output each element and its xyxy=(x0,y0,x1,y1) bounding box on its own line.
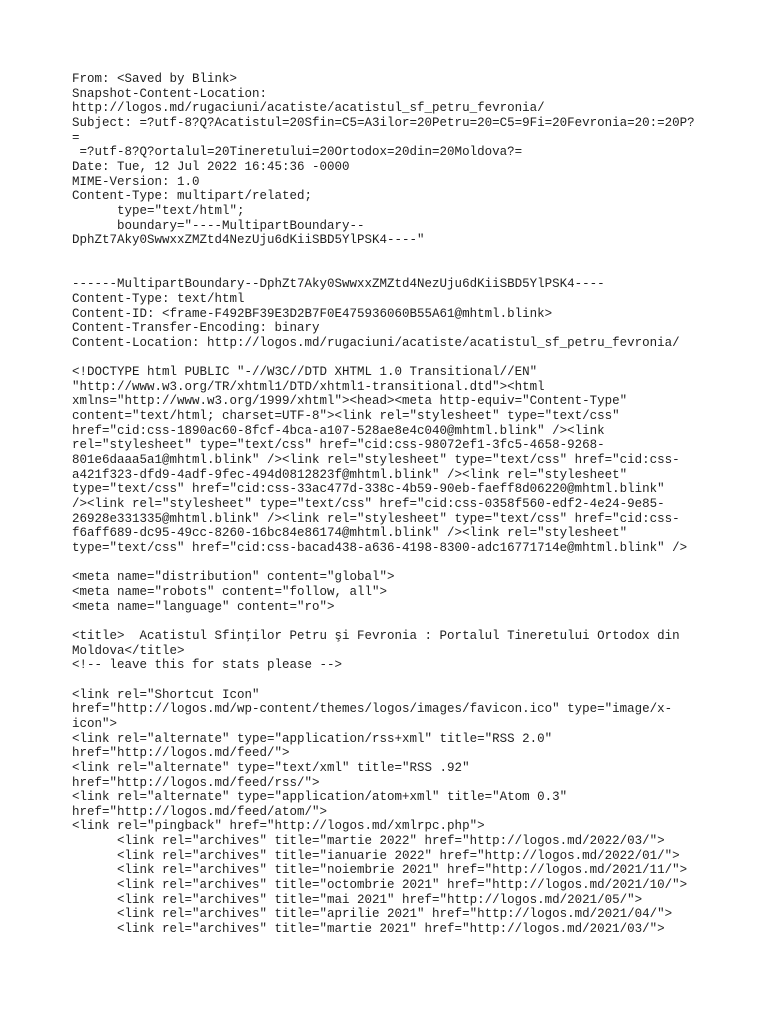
part-content-id: Content-ID: <frame-F492BF39E3D2B7F0E475936060B55A61@mhtml.blink> xyxy=(72,306,553,321)
html-comment-line: <!-- leave this for stats please --> xyxy=(72,658,343,673)
mime-version-header: MIME-Version: 1.0 xyxy=(72,174,200,189)
doctype-source-line: xmlns="http://www.w3.org/1999/xhtml"><head><meta http-equiv="Content-Type" xyxy=(72,394,628,409)
doctype-source-line: rel="stylesheet" type="text/css" href="cid:css-98072ef1-3fc5-4658-9268- xyxy=(72,438,605,453)
doctype-source-line: href="cid:css-1890ac60-8fcf-4bca-a107-528ae8e4c040@mhtml.blink" /><link xyxy=(72,423,605,438)
doctype-source-line: type="text/css" href="cid:css-bacad438-a636-4198-8300-adc16771714e@mhtml.blink" /> xyxy=(72,541,688,555)
snapshot-location-url: http://logos.md/rugaciuni/acatiste/acatistul_sf_petru_fevronia/ xyxy=(72,101,545,116)
doctype-source-line: "http://www.w3.org/TR/xhtml1/DTD/xhtml1-transitional.dtd"><html xyxy=(72,379,545,394)
doctype-source-line: content="text/html; charset=UTF-8"><link rel="stylesheet" type="text/css" xyxy=(72,409,620,424)
doctype-source-line: 801e6daaa5a1@mhtml.blink" /><link rel="stylesheet" type="text/css" href="cid:css- xyxy=(72,453,680,468)
content-type-header: Content-Type: multipart/related; xyxy=(72,189,313,204)
mime-header-block xyxy=(72,72,752,248)
title-tag-line: Moldova</title> xyxy=(72,643,185,658)
snapshot-location-label: Snapshot-Content-Location: xyxy=(72,86,268,101)
doctype-block xyxy=(72,365,752,556)
doctype-source-line: 26928e331335@mhtml.blink" /><link rel="stylesheet" type="text/css" href="cid:css- xyxy=(72,511,680,526)
link-tag-line: <link rel="pingback" href="http://logos.md/xmlrpc.php"> xyxy=(72,819,485,834)
link-tag-line: <link rel="Shortcut Icon" xyxy=(72,687,260,702)
meta-tag-line: <meta name="language" content="ro"> xyxy=(72,599,335,614)
part-content-location: Content-Location: http://logos.md/rugaciuni/acatiste/acatistul_sf_petru_fevronia/ xyxy=(72,335,680,350)
subject-header-line: =?utf-8?Q?ortalul=20Tineretului=20Ortodox=20din=20Moldova?= xyxy=(72,145,523,160)
document-page xyxy=(72,72,752,937)
content-type-param: type="text/html"; xyxy=(72,203,245,218)
title-tag-line: <title> Acatistul Sfinţilor Petru şi Fevronia : Portalul Tineretului Ortodox din xyxy=(72,628,680,643)
blank-line xyxy=(72,350,752,365)
link-tag-line: <link rel="alternate" type="text/xml" title="RSS .92" xyxy=(72,760,470,775)
link-tags-block xyxy=(72,688,752,835)
link-tag-line: href="http://logos.md/feed/atom/"> xyxy=(72,804,328,819)
meta-tags-block xyxy=(72,570,752,614)
doctype-source-line: a421f323-dfd9-4adf-9fec-494d0812823f@mhtml.blink" /><link rel="stylesheet" xyxy=(72,467,628,482)
archive-link-line: <link rel="archives" title="martie 2022" href="http://logos.md/2022/03/"> xyxy=(72,834,665,849)
content-type-param: boundary="----MultipartBoundary-- xyxy=(72,218,365,233)
archive-links-block xyxy=(72,834,752,937)
link-tag-line: href="http://logos.md/feed/rss/"> xyxy=(72,775,320,790)
mime-from-header: From: <Saved by Blink> xyxy=(72,72,238,86)
blank-line xyxy=(72,263,752,278)
archive-link-line: <link rel="archives" title="noiembrie 2021" href="http://logos.md/2021/11/"> xyxy=(72,863,688,878)
link-tag-line: href="http://logos.md/feed/"> xyxy=(72,746,290,761)
archive-link-line: <link rel="archives" title="mai 2021" href="http://logos.md/2021/05/"> xyxy=(72,892,643,907)
meta-tag-line: <meta name="robots" content="follow, all"> xyxy=(72,584,388,599)
archive-link-line: <link rel="archives" title="ianuarie 2022" href="http://logos.md/2022/01/"> xyxy=(72,848,680,863)
subject-header-line: Subject: =?utf-8?Q?Acatistul=20Sfin=C5=A3ilor=20Petru=20=C5=9Fi=20Fevronia=20:=20P? xyxy=(72,115,695,130)
boundary-value-line: DphZt7Aky0SwwxxZMZtd4NezUju6dKiiSBD5YlPSK4----" xyxy=(72,233,425,248)
multipart-boundary: ------MultipartBoundary--DphZt7Aky0SwwxxZMZtd4NezUju6dKiiSBD5YlPSK4---- xyxy=(72,277,605,292)
archive-link-line: <link rel="archives" title="aprilie 2021" href="http://logos.md/2021/04/"> xyxy=(72,907,673,922)
link-tag-line: href="http://logos.md/wp-content/themes/logos/images/favicon.ico" type="image/x- xyxy=(72,702,673,717)
mime-part-header-block xyxy=(72,277,752,350)
title-block xyxy=(72,629,752,673)
link-tag-line: icon"> xyxy=(72,716,118,731)
blank-line xyxy=(72,673,752,688)
date-header: Date: Tue, 12 Jul 2022 16:45:36 -0000 xyxy=(72,159,350,174)
blank-line xyxy=(72,556,752,571)
meta-tag-line: <meta name="distribution" content="global"> xyxy=(72,570,395,585)
part-transfer-encoding: Content-Transfer-Encoding: binary xyxy=(72,321,320,336)
archive-link-line: <link rel="archives" title="martie 2021" href="http://logos.md/2021/03/"> xyxy=(72,922,665,937)
doctype-source-line: <!DOCTYPE html PUBLIC "-//W3C//DTD XHTML 1.0 Transitional//EN" xyxy=(72,365,538,380)
link-tag-line: <link rel="alternate" type="application/rss+xml" title="RSS 2.0" xyxy=(72,731,553,746)
html-source-block xyxy=(72,365,752,937)
blank-line xyxy=(72,614,752,629)
doctype-source-line: f6aff689-dc95-49cc-8260-16bc84e86174@mhtml.blink" /><link rel="stylesheet" xyxy=(72,526,628,541)
link-tag-line: <link rel="alternate" type="application/atom+xml" title="Atom 0.3" xyxy=(72,790,568,805)
blank-line xyxy=(72,248,752,263)
doctype-source-line: /><link rel="stylesheet" type="text/css" href="cid:css-0358f560-edf2-4e24-9e85- xyxy=(72,497,665,512)
doctype-source-line: type="text/css" href="cid:css-33ac477d-338c-4b59-90eb-faeff8d06220@mhtml.blink" xyxy=(72,482,665,497)
subject-header-line: = xyxy=(72,130,80,145)
part-content-type: Content-Type: text/html xyxy=(72,291,245,306)
archive-link-line: <link rel="archives" title="octombrie 2021" href="http://logos.md/2021/10/"> xyxy=(72,878,688,893)
